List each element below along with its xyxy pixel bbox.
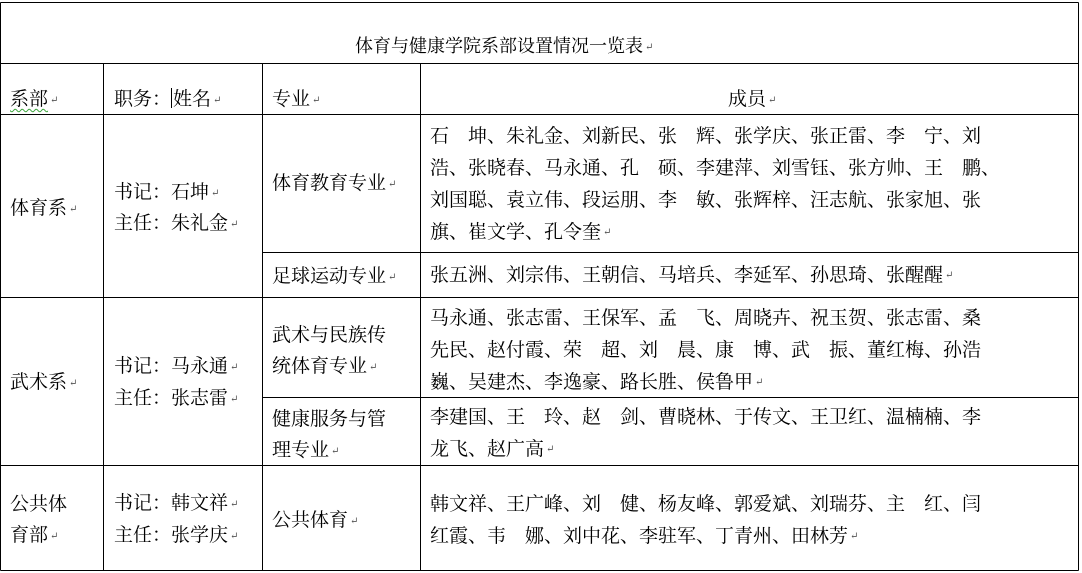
major-name-line: 武术与民族传 <box>272 324 387 346</box>
paragraph-mark-icon: ↵ <box>230 218 239 230</box>
dept-1-director <box>114 211 238 237</box>
paragraph-mark-icon: ↵ <box>331 445 340 457</box>
header-position-text: 职务： <box>114 88 172 110</box>
members-line-last <box>430 433 1080 466</box>
director-text: 主任：朱礼金 <box>114 212 229 234</box>
members-line-last <box>430 520 1080 553</box>
dept-name-3 <box>10 489 67 552</box>
director-text: 主任：张志雷 <box>114 387 229 409</box>
paragraph-mark-icon: ↵ <box>213 94 222 106</box>
major-2-1 <box>272 320 386 383</box>
paragraph-mark-icon: ↵ <box>546 444 555 455</box>
members-line-text: 红霞、韦 娜、刘中花、李驻军、丁青州、田林芳 <box>430 525 849 547</box>
members-line: 浩、张晓春、马永通、孔 硕、李建萍、刘雪钰、张方帅、王 鹏、 <box>430 157 1001 179</box>
paragraph-mark-icon: ↵ <box>69 377 78 389</box>
paragraph-mark-icon: ↵ <box>230 361 239 373</box>
dept-3-secretary <box>114 491 238 517</box>
dept-name-1 <box>10 196 77 222</box>
members-line-text: 张五洲、刘宗伟、王朝信、马培兵、李延军、孙思琦、张醒醒 <box>430 264 944 286</box>
paragraph-mark-icon: ↵ <box>312 94 321 106</box>
members-line: 石 坤、朱礼金、刘新民、张 辉、张学庆、张正雷、李 宁、刘 <box>430 125 982 147</box>
major-1-1 <box>272 171 396 197</box>
text-cursor <box>171 88 172 108</box>
paragraph-mark-icon: ↵ <box>350 515 359 527</box>
paragraph-mark-icon: ↵ <box>850 531 859 542</box>
director-text: 主任：张学庆 <box>114 524 229 546</box>
dept-1-secretary <box>114 180 219 206</box>
major-name-line-last <box>272 435 386 467</box>
members-2-1 <box>430 302 1080 399</box>
paragraph-mark-icon: ↵ <box>50 530 59 542</box>
paragraph-mark-icon: ↵ <box>230 393 239 405</box>
header-major-text: 专业 <box>272 88 311 110</box>
major-name-text: 公共体育 <box>272 509 349 531</box>
members-line-text: 龙飞、赵广高 <box>430 438 545 460</box>
paragraph-mark-icon: ↵ <box>388 178 397 190</box>
members-line: 先民、赵付霞、荣 超、刘 晨、康 博、武 振、董红梅、孙浩 <box>430 339 982 361</box>
header-dept <box>10 87 58 113</box>
secretary-text: 书记：石坤 <box>114 181 210 203</box>
members-line-text: 旗、崔文学、孔令奎 <box>430 221 602 243</box>
header-dept-text: 系部 <box>10 88 49 110</box>
members-line-last <box>430 216 1080 249</box>
title-text: 体育与健康学院系部设置情况一览表 <box>355 36 643 57</box>
major-1-2 <box>272 264 396 290</box>
major-name-text: 体育教育专业 <box>272 172 387 194</box>
paragraph-mark-icon: ↵ <box>768 94 777 106</box>
paragraph-mark-icon: ↵ <box>50 94 59 106</box>
header-members-text: 成员 <box>728 88 767 110</box>
paragraph-mark-icon: ↵ <box>945 270 954 281</box>
paragraph-mark-icon: ↵ <box>369 361 378 373</box>
paragraph-mark-icon: ↵ <box>603 227 612 238</box>
paragraph-mark-icon: ↵ <box>69 203 78 215</box>
paragraph-mark-icon: ↵ <box>230 530 239 542</box>
members-line-last <box>430 259 1080 292</box>
dept-name-text: 育部 <box>10 524 49 546</box>
major-name-text: 理专业 <box>272 439 330 461</box>
paragraph-mark-icon: ↵ <box>755 377 764 388</box>
members-line: 刘国聪、袁立伟、段运朋、李 敏、张辉梓、汪志航、张家旭、张 <box>430 189 982 211</box>
header-members <box>728 87 776 113</box>
members-3-1 <box>430 488 1080 553</box>
major-name-line: 健康服务与管 <box>272 408 387 430</box>
dept-2-secretary <box>114 354 238 380</box>
table-title <box>355 34 653 60</box>
dept-name-text: 武术系 <box>10 371 68 393</box>
members-line: 李建国、王 玲、赵 剑、曹晓林、于传文、王卫红、温楠楠、李 <box>430 406 982 428</box>
dept-name-2 <box>10 370 77 396</box>
paragraph-mark-icon: ↵ <box>645 41 654 53</box>
dept-3-director <box>114 523 238 549</box>
dept-2-director <box>114 386 238 412</box>
dept-name-line-last <box>10 520 67 552</box>
paragraph-mark-icon: ↵ <box>211 187 220 199</box>
major-2-2 <box>272 404 386 467</box>
members-2-2 <box>430 401 1080 466</box>
major-name-text: 统体育专业 <box>272 355 368 377</box>
members-line: 马永通、张志雷、王保军、孟 飞、周晓卉、祝玉贺、张志雷、桑 <box>430 307 982 329</box>
major-name-line-last <box>272 351 386 383</box>
major-3-1 <box>272 508 358 534</box>
dept-name-text: 体育系 <box>10 197 68 219</box>
major-name-text: 足球运动专业 <box>272 265 387 287</box>
header-position-name <box>114 87 221 113</box>
paragraph-mark-icon: ↵ <box>230 498 239 510</box>
dept-name-line: 公共体 <box>10 493 68 515</box>
members-line-last <box>430 366 1080 399</box>
secretary-text: 书记：韩文祥 <box>114 492 229 514</box>
members-line: 韩文祥、王广峰、刘 健、杨友峰、郭爱斌、刘瑞芬、主 红、闫 <box>430 493 982 515</box>
header-name-text: 姓名 <box>173 88 212 110</box>
members-line-text: 巍、吴建杰、李逸豪、路长胜、侯鲁甲 <box>430 371 754 393</box>
paragraph-mark-icon: ↵ <box>388 271 397 283</box>
header-major <box>272 87 320 113</box>
members-1-1 <box>430 120 1080 249</box>
secretary-text: 书记：马永通 <box>114 355 229 377</box>
members-1-2 <box>430 259 1080 292</box>
